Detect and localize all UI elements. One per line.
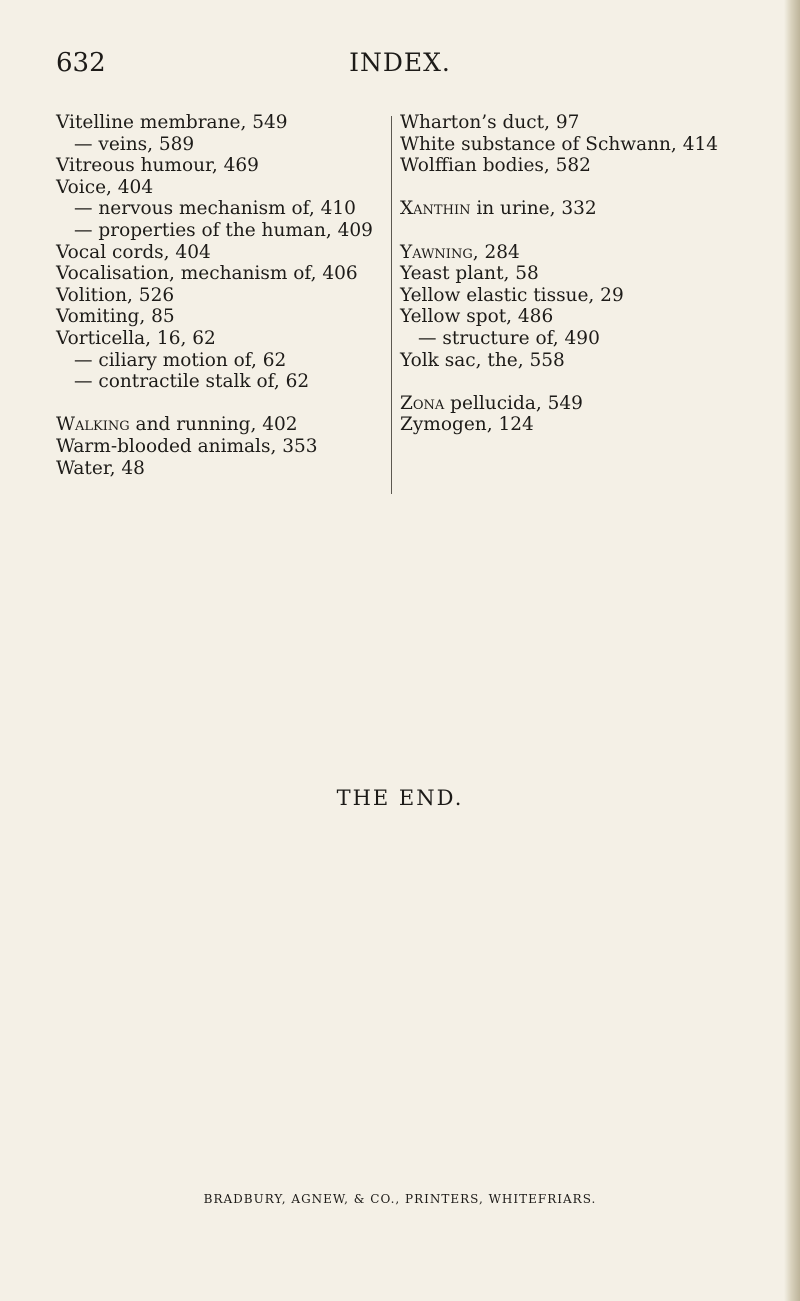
- page-number: 632: [56, 48, 106, 78]
- entry-text: Vocalisation, mechanism of, 406: [56, 263, 358, 285]
- index-entry: [56, 242, 386, 264]
- entry-text: Water, 48: [56, 457, 145, 479]
- entry-initial-word: Walking: [56, 414, 130, 436]
- entry-text: Vitreous humour, 469: [56, 155, 259, 177]
- index-entry: [400, 350, 780, 372]
- entry-text: Voice, 404: [56, 176, 154, 198]
- index-entry: [56, 155, 386, 177]
- index-entry: [400, 198, 780, 220]
- entry-text: Vocal cords, 404: [56, 241, 211, 263]
- entry-text: Warm-blooded animals, 353: [56, 435, 318, 457]
- entry-text: — contractile stalk of, 62: [74, 371, 310, 393]
- section-gap: [400, 177, 780, 199]
- entry-text: Vorticella, 16, 62: [56, 327, 216, 349]
- index-subentry: [56, 220, 386, 242]
- entry-text: — nervous mechanism of, 410: [74, 198, 356, 220]
- column-divider: [391, 116, 392, 494]
- entry-initial-word: Xanthin: [400, 198, 471, 220]
- section-gap: [56, 393, 386, 415]
- index-entry: [400, 306, 780, 328]
- index-entry: [400, 263, 780, 285]
- entry-text: Vitelline membrane, 549: [56, 112, 288, 133]
- entry-text: White substance of Schwann, 414: [400, 133, 719, 155]
- index-entry: [400, 112, 780, 134]
- entry-text: in urine, 332: [470, 198, 597, 220]
- entry-text: — veins, 589: [74, 133, 195, 155]
- index-subentry: [56, 371, 386, 393]
- index-entry: [56, 112, 386, 134]
- index-entry: [56, 306, 386, 328]
- entry-text: Wolffian bodies, 582: [400, 155, 591, 177]
- page-title: INDEX.: [349, 48, 451, 77]
- entry-text: Yellow spot, 486: [400, 306, 554, 328]
- index-entry: [56, 285, 386, 307]
- index-column-left: [56, 112, 386, 479]
- entry-text: — ciliary motion of, 62: [74, 349, 287, 371]
- page-header: [0, 48, 800, 88]
- index-subentry: [400, 328, 780, 350]
- entry-text: Volition, 526: [56, 284, 175, 306]
- index-entry: [400, 393, 780, 415]
- entry-text: Zymogen, 124: [400, 414, 534, 436]
- the-end-text: THE END.: [336, 786, 464, 810]
- entry-text: Wharton’s duct, 97: [400, 112, 580, 133]
- entry-text: — properties of the human, 409: [74, 219, 373, 241]
- entry-text: — structure of, 490: [418, 327, 600, 349]
- index-entry: [56, 328, 386, 350]
- entry-initial-word: Yawning: [400, 241, 473, 263]
- index-entry: [400, 414, 780, 436]
- entry-text: Yeast plant, 58: [400, 263, 539, 285]
- index-entry: [400, 242, 780, 264]
- entry-text: , 284: [472, 241, 520, 263]
- index-subentry: [56, 350, 386, 372]
- index-entry: [56, 414, 386, 436]
- entry-text: Yellow elastic tissue, 29: [400, 284, 624, 306]
- printer-imprint: BRADBURY, AGNEW, & CO., PRINTERS, WHITEFRIARS.: [203, 1192, 597, 1206]
- index-entry: [56, 177, 386, 199]
- index-subentry: [56, 198, 386, 220]
- index-subentry: [56, 134, 386, 156]
- entry-text: Yolk sac, the, 558: [400, 349, 565, 371]
- entry-text: Vomiting, 85: [56, 306, 175, 328]
- index-entry: [400, 134, 780, 156]
- index-entry: [56, 458, 386, 480]
- page-edge-shadow: [784, 0, 800, 1301]
- index-column-right: [400, 112, 780, 436]
- section-gap: [400, 371, 780, 393]
- index-entry: [400, 285, 780, 307]
- section-gap: [400, 220, 780, 242]
- entry-initial-word: Zona: [400, 392, 445, 414]
- index-entry: [56, 436, 386, 458]
- index-entry: [56, 263, 386, 285]
- entry-text: pellucida, 549: [444, 392, 583, 414]
- entry-text: and running, 402: [129, 414, 298, 436]
- index-entry: [400, 155, 780, 177]
